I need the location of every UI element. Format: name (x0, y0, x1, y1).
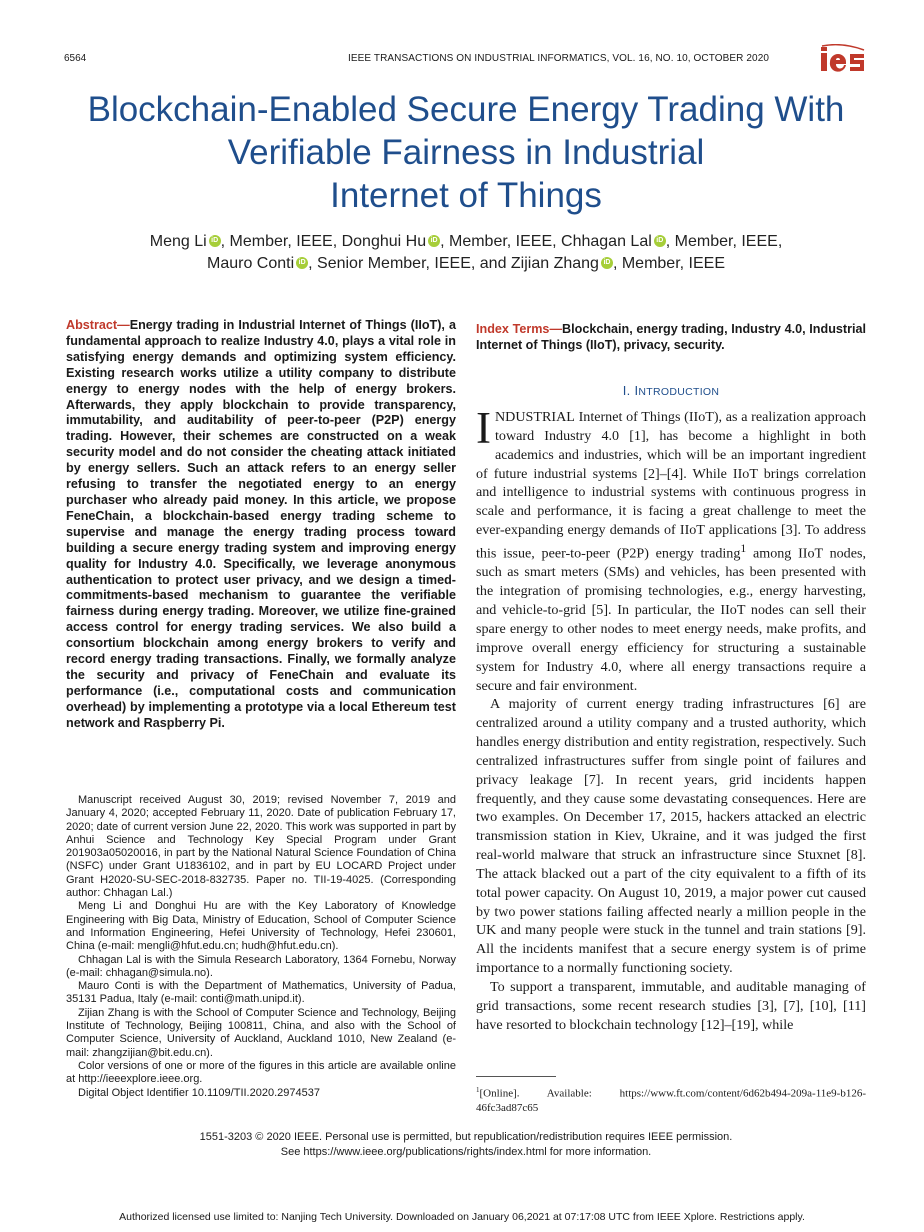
footnote-affiliation: Zijian Zhang is with the School of Computer Science and Technology, Beijing Institute of Technology, Beijing 100811, China, and also with the School of Computer Science, University of Auckland, Auckland 1010, New Zealand (e-mail: zhangzijian@bit.edu.cn). (66, 1006, 456, 1059)
title-line-1: Blockchain-Enabled Secure Energy Trading With (87, 90, 845, 129)
introduction-body (476, 403, 866, 1035)
author-name: Zijian Zhang (510, 255, 599, 272)
author-role: , Member, IEEE (612, 255, 725, 272)
footnote-affiliation: Mauro Conti is with the Department of Mathematics, University of Padua, 35131 Padua, Italy (e-mail: conti@math.unipd.it). (66, 980, 456, 1006)
page-number: 6564 (64, 53, 87, 64)
abstract (66, 318, 456, 732)
footnote-affiliation: Meng Li and Donghui Hu are with the Key Laboratory of Knowledge Engineering with Big Data, Ministry of Education, School of Computer Science and Information Engineering, Hefei University of Technology, Hefei 230601, China (e-mail: mengli@hfut.edu.cn; hudh@hfut.edu.cn). (66, 900, 456, 953)
author-name: Chhagan Lal (561, 233, 652, 250)
author-list (40, 231, 892, 275)
section-heading (476, 383, 866, 398)
author-role: , Member, IEEE, (220, 233, 342, 250)
orcid-icon[interactable]: iD (209, 235, 221, 247)
journal-header: IEEE TRANSACTIONS ON INDUSTRIAL INFORMATICS, VOL. 16, NO. 10, OCTOBER 2020 (348, 53, 770, 64)
copyright-notice (40, 1130, 892, 1159)
first-word: NDUSTRIAL (495, 409, 575, 425)
drop-cap: I (476, 403, 491, 453)
footnote-url[interactable]: [Online]. Available: https://www.ft.com/content/6d62b494-209a-11e9-b126-46fc3ad87c65 (476, 1087, 866, 1115)
footnote-color-note: Color versions of one or more of the figures in this article are available online at http://ieeexplore.ieee.org. (66, 1059, 456, 1086)
footnote-doi: Digital Object Identifier 10.1109/TII.2020.2974537 (78, 1086, 320, 1099)
paragraph: To support a transparent, immutable, and auditable managing of grid transactions, some recent research studies [3], [7], [10], [11] have resorted to blockchain technology [12]–[19], while (476, 979, 866, 1033)
author-name: Meng Li (149, 233, 207, 250)
section-numeral: I. (622, 383, 635, 398)
index-terms-text: Blockchain, energy trading, Industry 4.0, Industrial Internet of Things (IIoT), privacy, security. (476, 322, 866, 352)
author-role: , Member, IEEE, (440, 233, 562, 250)
section-title: NTRODUCTION (638, 386, 720, 398)
paper-title (40, 88, 892, 217)
orcid-icon[interactable]: iD (654, 235, 666, 247)
title-line-3: Internet of Things (330, 176, 602, 215)
index-terms-label: Index Terms— (476, 322, 563, 336)
author-name: Donghui Hu (341, 233, 427, 250)
paragraph-text: Internet of Things (IIoT), as a realization approach toward Industry 4.0 [1], has become a highlight in both academics and industries, which will be an important ingredient of future industrial systems [2]–[4]. While IIoT brings correlation and intelligence to industrial systems with continuous progress in scale and performance, it is facing a great challenge to meet the ever-expanding energy demands of IIoT applications [3]. To address this issue, peer-to-peer (P2P) energy trading (476, 409, 866, 562)
paragraph-text: among IIoT nodes, such as smart meters (SMs) and vehicles, has been presented with the integration of promising technologies, e.g., energy harvesting, and vehicle-to-grid [5]. In particular, the IIoT nodes can sell their spare energy to other nodes to meet energy needs, make profits, and improve overall energy efficiency for structuring a sustainable system for Industry 4.0, where all energy transactions require a secure and fair environment. (476, 545, 866, 694)
footnote-divider (476, 1076, 556, 1077)
footnote-manuscript: Manuscript received August 30, 2019; revised November 7, 2019 and January 4, 2020; accepted February 11, 2020. Date of publication February 17, 2020; date of current version June 22, 2020. This work was supported in part by Anhui Science and Technology Key Special Program under Grant 201903a05020016, in part by the National Natural Science Foundation of China (NSFC) under Grant U1836102, and in part by EU LOCARD Project under Grant H2020-SU-SEC-2018-832735. Paper no. TII-19-4025. (Corresponding author: Chhagan Lal.) (66, 794, 456, 900)
paragraph (476, 403, 866, 695)
orcid-icon[interactable]: iD (428, 235, 440, 247)
abstract-label: Abstract— (66, 318, 130, 332)
author-role: , Senior Member, IEEE, and (308, 255, 511, 272)
footnote-right (476, 1083, 866, 1116)
footnotes-left (66, 794, 456, 1100)
author-role: , Member, IEEE, (665, 233, 783, 250)
footnote-ref[interactable]: 1 (740, 541, 747, 555)
orcid-icon[interactable]: iD (601, 257, 613, 269)
paragraph: A majority of current energy trading infrastructures [6] are centralized around a utility company and a trusted authority, which handles energy distribution and entity registration, respectively. Such centralized infrastructures suffer from single point of failures and privacy leakage [7]. In recent years, grid incidents happen frequently, and they cause some devastating consequences. Here are two examples. On December 17, 2015, hackers attacked an electric transmission station in Kiev, Ukraine, and it was judged the first real-world malware that struck an infrastructure since Stuxnet [8]. The attack blacked out a part of the city equivalent to a fifth of its total power capacity. On August 10, 2019, a major power cut caused by two power stations failing affected nearly a million people in the UK and many people were stuck in the tunnel and train stations [9]. All the incidents manifest that a secure energy system is of prime importance to a normally functioning society. (476, 696, 866, 977)
index-terms (476, 322, 866, 354)
title-line-2: Verifiable Fairness in Industrial (227, 133, 705, 172)
author-name: Mauro Conti (206, 255, 295, 272)
copyright-line: 1551-3203 © 2020 IEEE. Personal use is permitted, but republication/redistribution requires IEEE permission. (199, 1131, 733, 1143)
footnote-affiliation: Chhagan Lal is with the Simula Research Laboratory, 1364 Fornebu, Norway (e-mail: chhagan@simula.no). (66, 953, 456, 979)
license-footer: Authorized licensed use limited to: Nanjing Tech University. Downloaded on January 06,2021 at 07:17:08 UTC from IEEE Xplore. Restrictions apply. (119, 1211, 805, 1223)
rights-link-line[interactable]: See https://www.ieee.org/publications/rights/index.html for more information. (280, 1145, 652, 1158)
abstract-text: Energy trading in Industrial Internet of Things (IIoT), a fundamental approach to realize Industry 4.0, plays a vital role in satisfying energy demands and optimizing system efficiency. Existing research works utilize a utility company to distribute energy to energy nodes with the help of energy brokers. Afterwards, they apply blockchain to provide transparency, immutability, and auditability of peer-to-peer (P2P) energy trading. However, their schemes are constructed on a weak security model and do not consider the cheating attack initiated by energy sellers. Such an attack refers to an energy seller refusing to transfer the negotiated energy to an energy purchaser who already paid money. In this article, we propose FeneChain, a blockchain-based energy trading scheme to supervise and manage the energy trading process toward building a secure energy trading system and improving energy quality for Industry 4.0. Specifically, we leverage anonymous authentication to protect user privacy, and we design a timed-commitments-based mechanism to guarantee the verifiable fairness during energy trading. Moreover, we utilize fine-grained access control for energy trading services. We also build a consortium blockchain among energy brokers to verify and record energy trading transactions. Finally, we formally analyze the security and privacy of FeneChain and evaluate its performance (i.e., computational costs and communication overhead) by implementing a prototype via a local Ethereum test network and Raspberry Pi. (66, 318, 456, 730)
section-initial: I (634, 383, 639, 398)
orcid-icon[interactable]: iD (296, 257, 308, 269)
ies-logo (820, 44, 866, 74)
footnote-number: 1 (476, 1086, 480, 1094)
